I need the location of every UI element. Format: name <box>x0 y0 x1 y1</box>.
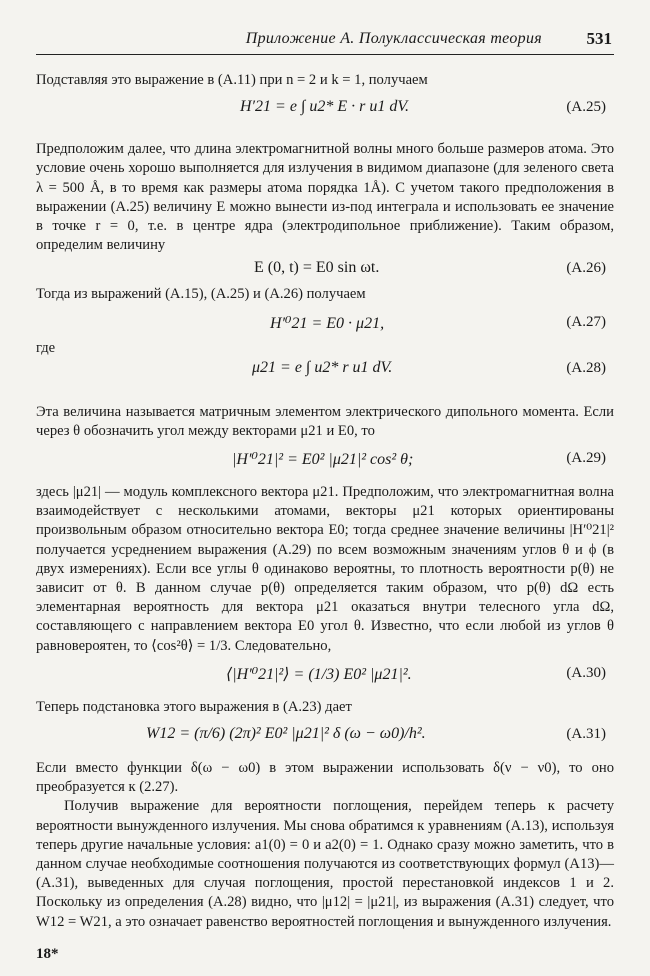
paragraph-3: Тогда из выражений (А.15), (А.25) и (А.26) получаем <box>36 286 366 303</box>
paragraph-7: Теперь подстановка этого выражения в (А.23) дает <box>36 698 352 715</box>
book-page <box>36 26 614 932</box>
equation-a28-formula: μ21 = e ∫ u2* r u1 dV. <box>252 358 393 376</box>
page-number: 531 <box>586 29 612 48</box>
paragraph-2: Предположим далее, что длина электромагнитной волны много больше размеров атома. Это условие очень хорошо выполняется для излучения в видимом диапазоне (для зеленого света λ = 500 Å, в то время как размеры атома порядка 1Å). С учетом такого предположения в выражении (А.25) величину E можно вынести из-под интеграла и использовать ее значение в точке r = 0, т.е. в центре ядра (электродипольное приближение). Таким образом, определим величину <box>36 141 614 254</box>
equation-a30-label: (А.30) <box>566 664 606 681</box>
equation-a27 <box>36 305 614 339</box>
equation-a31-formula: W12 = (π/6) (2π)² E0² |μ21|² δ (ω − ω0)/h². <box>146 725 426 743</box>
equation-a27-label: (А.27) <box>566 313 606 330</box>
running-header <box>36 26 614 55</box>
equation-a26-formula: E (0, t) = E0 sin ωt. <box>254 259 380 277</box>
paragraph-9: Получив выражение для вероятности поглощения, перейдем теперь к расчету вероятности вынужденного излучения. Мы снова обратимся к уравнениям (А.13), используя теперь другие начальные условия: a1(0) = 0 и a2(0) = 1. Однако сразу можно заметить, что в данном случае необходимые соотношения получаются из соответствующих формул (А13)—(А.31), выведенных для случая поглощения, простой перестановкой индексов 1 и 2. Поскольку из определения (А.28) видно, что |μ12| = |μ21|, из выражения (А.31) следует, что W12 = W21, а это означает равенство вероятностей поглощения и вынужденного излучения. <box>36 798 614 930</box>
paragraph-1: Подставляя это выражение в (А.11) при n = 2 и k = 1, получаем <box>36 72 428 88</box>
equation-a30 <box>36 656 614 694</box>
paragraph-5: Эта величина называется матричным элементом электрического дипольного момента. Если через θ обозначить угол между векторами μ21 и E0, то <box>36 403 614 439</box>
paragraph-8: Если вместо функции δ(ω − ω0) в этом выражении использовать δ(ν − ν0), то оно преобразуется к (2.27). <box>36 760 614 796</box>
equation-a29-formula: |H′⁰21|² = E0² |μ21|² cos² θ; <box>232 451 414 469</box>
signature-mark: 18* <box>36 946 59 962</box>
equation-a31-label: (А.31) <box>566 726 606 743</box>
equation-a25-label: (А.25) <box>566 99 606 116</box>
equation-a25-formula: H′21 = e ∫ u2* E · r u1 dV. <box>240 98 410 116</box>
equation-a30-formula: ⟨|H′⁰21|²⟩ = (1/3) E0² |μ21|². <box>226 665 412 683</box>
chapter-title: Приложение А. Полуклассическая теория <box>245 30 542 47</box>
equation-a27-formula: H′⁰21 = E0 · μ21, <box>270 314 385 332</box>
equation-a28-label: (А.28) <box>566 359 606 376</box>
paragraph-4: где <box>36 339 56 356</box>
equation-a29 <box>36 441 614 479</box>
equation-a26 <box>36 255 614 285</box>
equation-a26-label: (А.26) <box>566 260 606 277</box>
equation-a29-label: (А.29) <box>566 450 606 467</box>
equation-a28 <box>36 357 614 397</box>
equation-a31 <box>36 717 614 755</box>
paragraph-6: здесь |μ21| — модуль комплексного вектора μ21. Предположим, что электромагнитная волна взаимодействует с несколькими атомами, векторы μ21 которых ориентированы произвольным образом относительно вектора E0; тогда среднее значение величины |H′⁰21|² получается усреднением выражения (А.29) по всем возможным значениям углов θ и ϕ (в двух измерениях). Если все углы θ одинаково вероятны, то плотность вероятности p(θ) не зависит от θ. В данном случае p(θ) определяется таким образом, что p(θ) dΩ есть элементарная вероятность для вектора μ21 оказаться внутри телесного угла dΩ, составляющего с направлением вектора E0 угол θ. Известно, что если любой из углов θ равновероятен, то ⟨cos²θ⟩ = 1/3. Следовательно, <box>36 484 614 654</box>
equation-a25 <box>36 90 614 128</box>
